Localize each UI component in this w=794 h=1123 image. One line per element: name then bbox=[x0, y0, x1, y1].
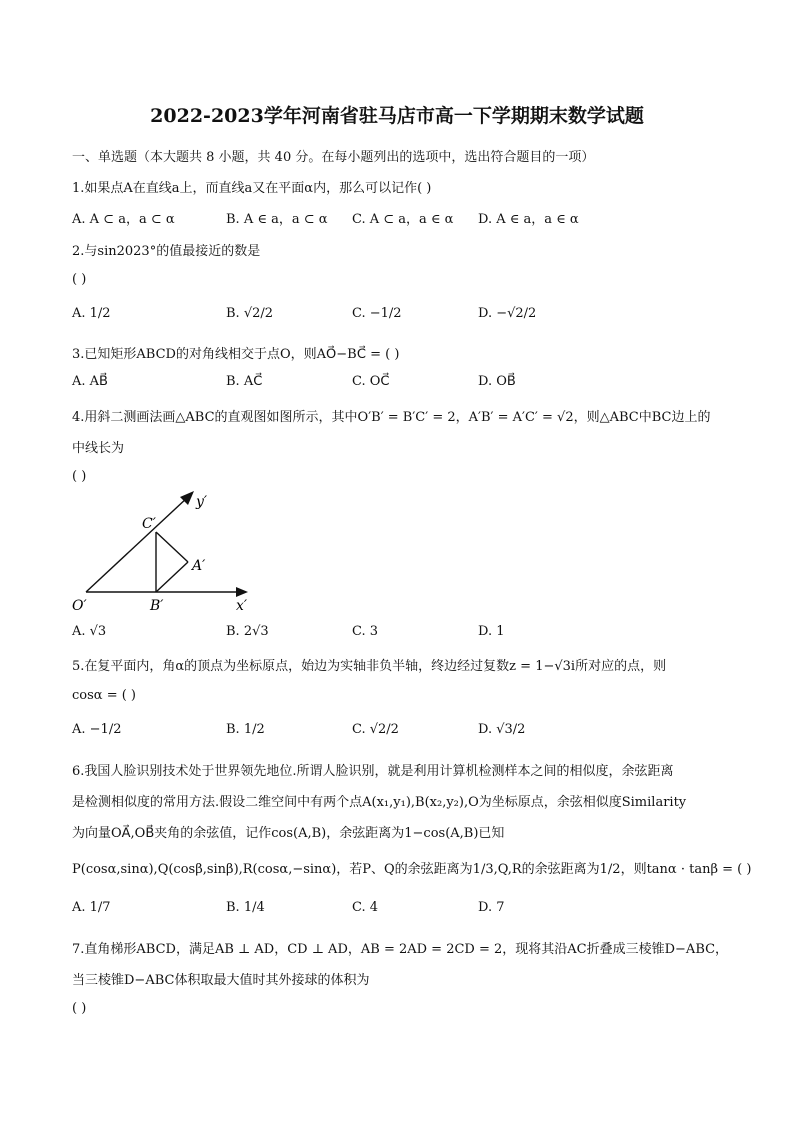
q4-option-b[interactable]: B. 2√3 bbox=[226, 624, 269, 639]
q3-option-a[interactable]: A. AB⃗ bbox=[72, 374, 108, 389]
question-7-stem-1: 7.直角梯形ABCD，满足AB ⊥ AD，CD ⊥ AD，AB = 2AD = 2CD = 2，现将其沿AC折叠成三棱锥D−ABC， bbox=[72, 942, 729, 957]
question-2-bracket: ( ) bbox=[72, 272, 87, 287]
label-y-prime: y′ bbox=[196, 494, 208, 510]
q2-option-b[interactable]: B. √2/2 bbox=[226, 306, 274, 321]
q2-option-a[interactable]: A. 1/2 bbox=[72, 306, 111, 321]
segment-c-a bbox=[156, 532, 188, 562]
q5-option-a[interactable]: A. −1/2 bbox=[72, 722, 122, 737]
x-axis-arrow bbox=[236, 587, 248, 597]
q4-option-d[interactable]: D. 1 bbox=[478, 624, 505, 639]
question-5-stem: 5.在复平面内，角α的顶点为坐标原点，始边为实轴非负半轴，终边经过复数z = 1−√3i所对应的点，则 bbox=[72, 659, 667, 674]
q4-option-a[interactable]: A. √3 bbox=[72, 624, 107, 639]
question-5-stem-cont: cosα = ( ) bbox=[72, 688, 136, 703]
q3-option-d[interactable]: D. OB⃗ bbox=[478, 374, 516, 389]
label-b-prime: B′ bbox=[150, 598, 164, 614]
question-4-stem-cont: 中线长为 bbox=[72, 441, 125, 456]
q3-option-c[interactable]: C. OC⃗ bbox=[352, 374, 390, 389]
q6-option-d[interactable]: D. 7 bbox=[478, 900, 505, 915]
q2-option-c[interactable]: C. −1/2 bbox=[352, 306, 402, 321]
q5-option-b[interactable]: B. 1/2 bbox=[226, 722, 265, 737]
label-o-prime: O′ bbox=[72, 598, 87, 614]
question-2-stem: 2.与sin2023°的值最接近的数是 bbox=[72, 244, 261, 259]
question-3-stem: 3.已知矩形ABCD的对角线相交于点O，则AO⃗−BC⃗ = ( ) bbox=[72, 347, 400, 362]
q3-option-b[interactable]: B. AC⃗ bbox=[226, 374, 263, 389]
question-7-bracket: ( ) bbox=[72, 1001, 87, 1016]
q5-option-d[interactable]: D. √3/2 bbox=[478, 722, 526, 737]
question-6-stem-4: P(cosα,sinα),Q(cosβ,sinβ),R(cosα,−sinα)，若P、Q的余弦距离为1/3,Q,R的余弦距离为1/2，则tanα · tanβ = ( ) bbox=[72, 862, 752, 877]
q1-option-c[interactable]: C. A ⊂ a，a ∈ α bbox=[352, 212, 454, 227]
q6-option-a[interactable]: A. 1/7 bbox=[72, 900, 111, 915]
question-4-bracket: ( ) bbox=[72, 469, 87, 484]
section-heading: 一、单选题（本大题共 8 小题，共 40 分。在每小题列出的选项中，选出符合题目的一项） bbox=[72, 150, 595, 165]
label-c-prime: C′ bbox=[142, 516, 156, 532]
oblique-drawing-figure bbox=[70, 488, 270, 618]
question-6-stem-1: 6.我国人脸识别技术处于世界领先地位.所谓人脸识别，就是利用计算机检测样本之间的相似度，余弦距离 bbox=[72, 764, 674, 779]
q1-option-d[interactable]: D. A ∈ a，a ∈ α bbox=[478, 212, 579, 227]
q6-option-b[interactable]: B. 1/4 bbox=[226, 900, 265, 915]
y-axis-line bbox=[86, 497, 188, 592]
q5-option-c[interactable]: C. √2/2 bbox=[352, 722, 399, 737]
q4-option-c[interactable]: C. 3 bbox=[352, 624, 379, 639]
segment-a-b bbox=[156, 562, 188, 592]
q2-option-d[interactable]: D. −√2/2 bbox=[478, 306, 537, 321]
document-title: 2022-2023学年河南省驻马店市高一下学期期末数学试题 bbox=[150, 105, 644, 127]
q1-option-b[interactable]: B. A ∈ a，a ⊂ α bbox=[226, 212, 328, 227]
q1-option-a[interactable]: A. A ⊂ a，a ⊂ α bbox=[72, 212, 175, 227]
question-7-stem-2: 当三棱锥D−ABC体积取最大值时其外接球的体积为 bbox=[72, 973, 370, 988]
question-4-stem: 4.用斜二测画法画△ABC的直观图如图所示，其中O′B′ = B′C′ = 2，A′B′ = A′C′ = √2，则△ABC中BC边上的 bbox=[72, 410, 711, 425]
q6-option-c[interactable]: C. 4 bbox=[352, 900, 379, 915]
label-x-prime: x′ bbox=[236, 598, 248, 614]
question-6-stem-2: 是检测相似度的常用方法.假设二维空间中有两个点A(x₁,y₁),B(x₂,y₂),O为坐标原点，余弦相似度Similarity bbox=[72, 795, 687, 810]
question-1-stem: 1.如果点A在直线a上，而直线a又在平面α内，那么可以记作( ) bbox=[72, 181, 432, 196]
label-a-prime: A′ bbox=[192, 558, 206, 574]
question-6-stem-3: 为向量OA⃗,OB⃗夹角的余弦值，记作cos(A,B)，余弦距离为1−cos(A,B)已知 bbox=[72, 826, 505, 841]
